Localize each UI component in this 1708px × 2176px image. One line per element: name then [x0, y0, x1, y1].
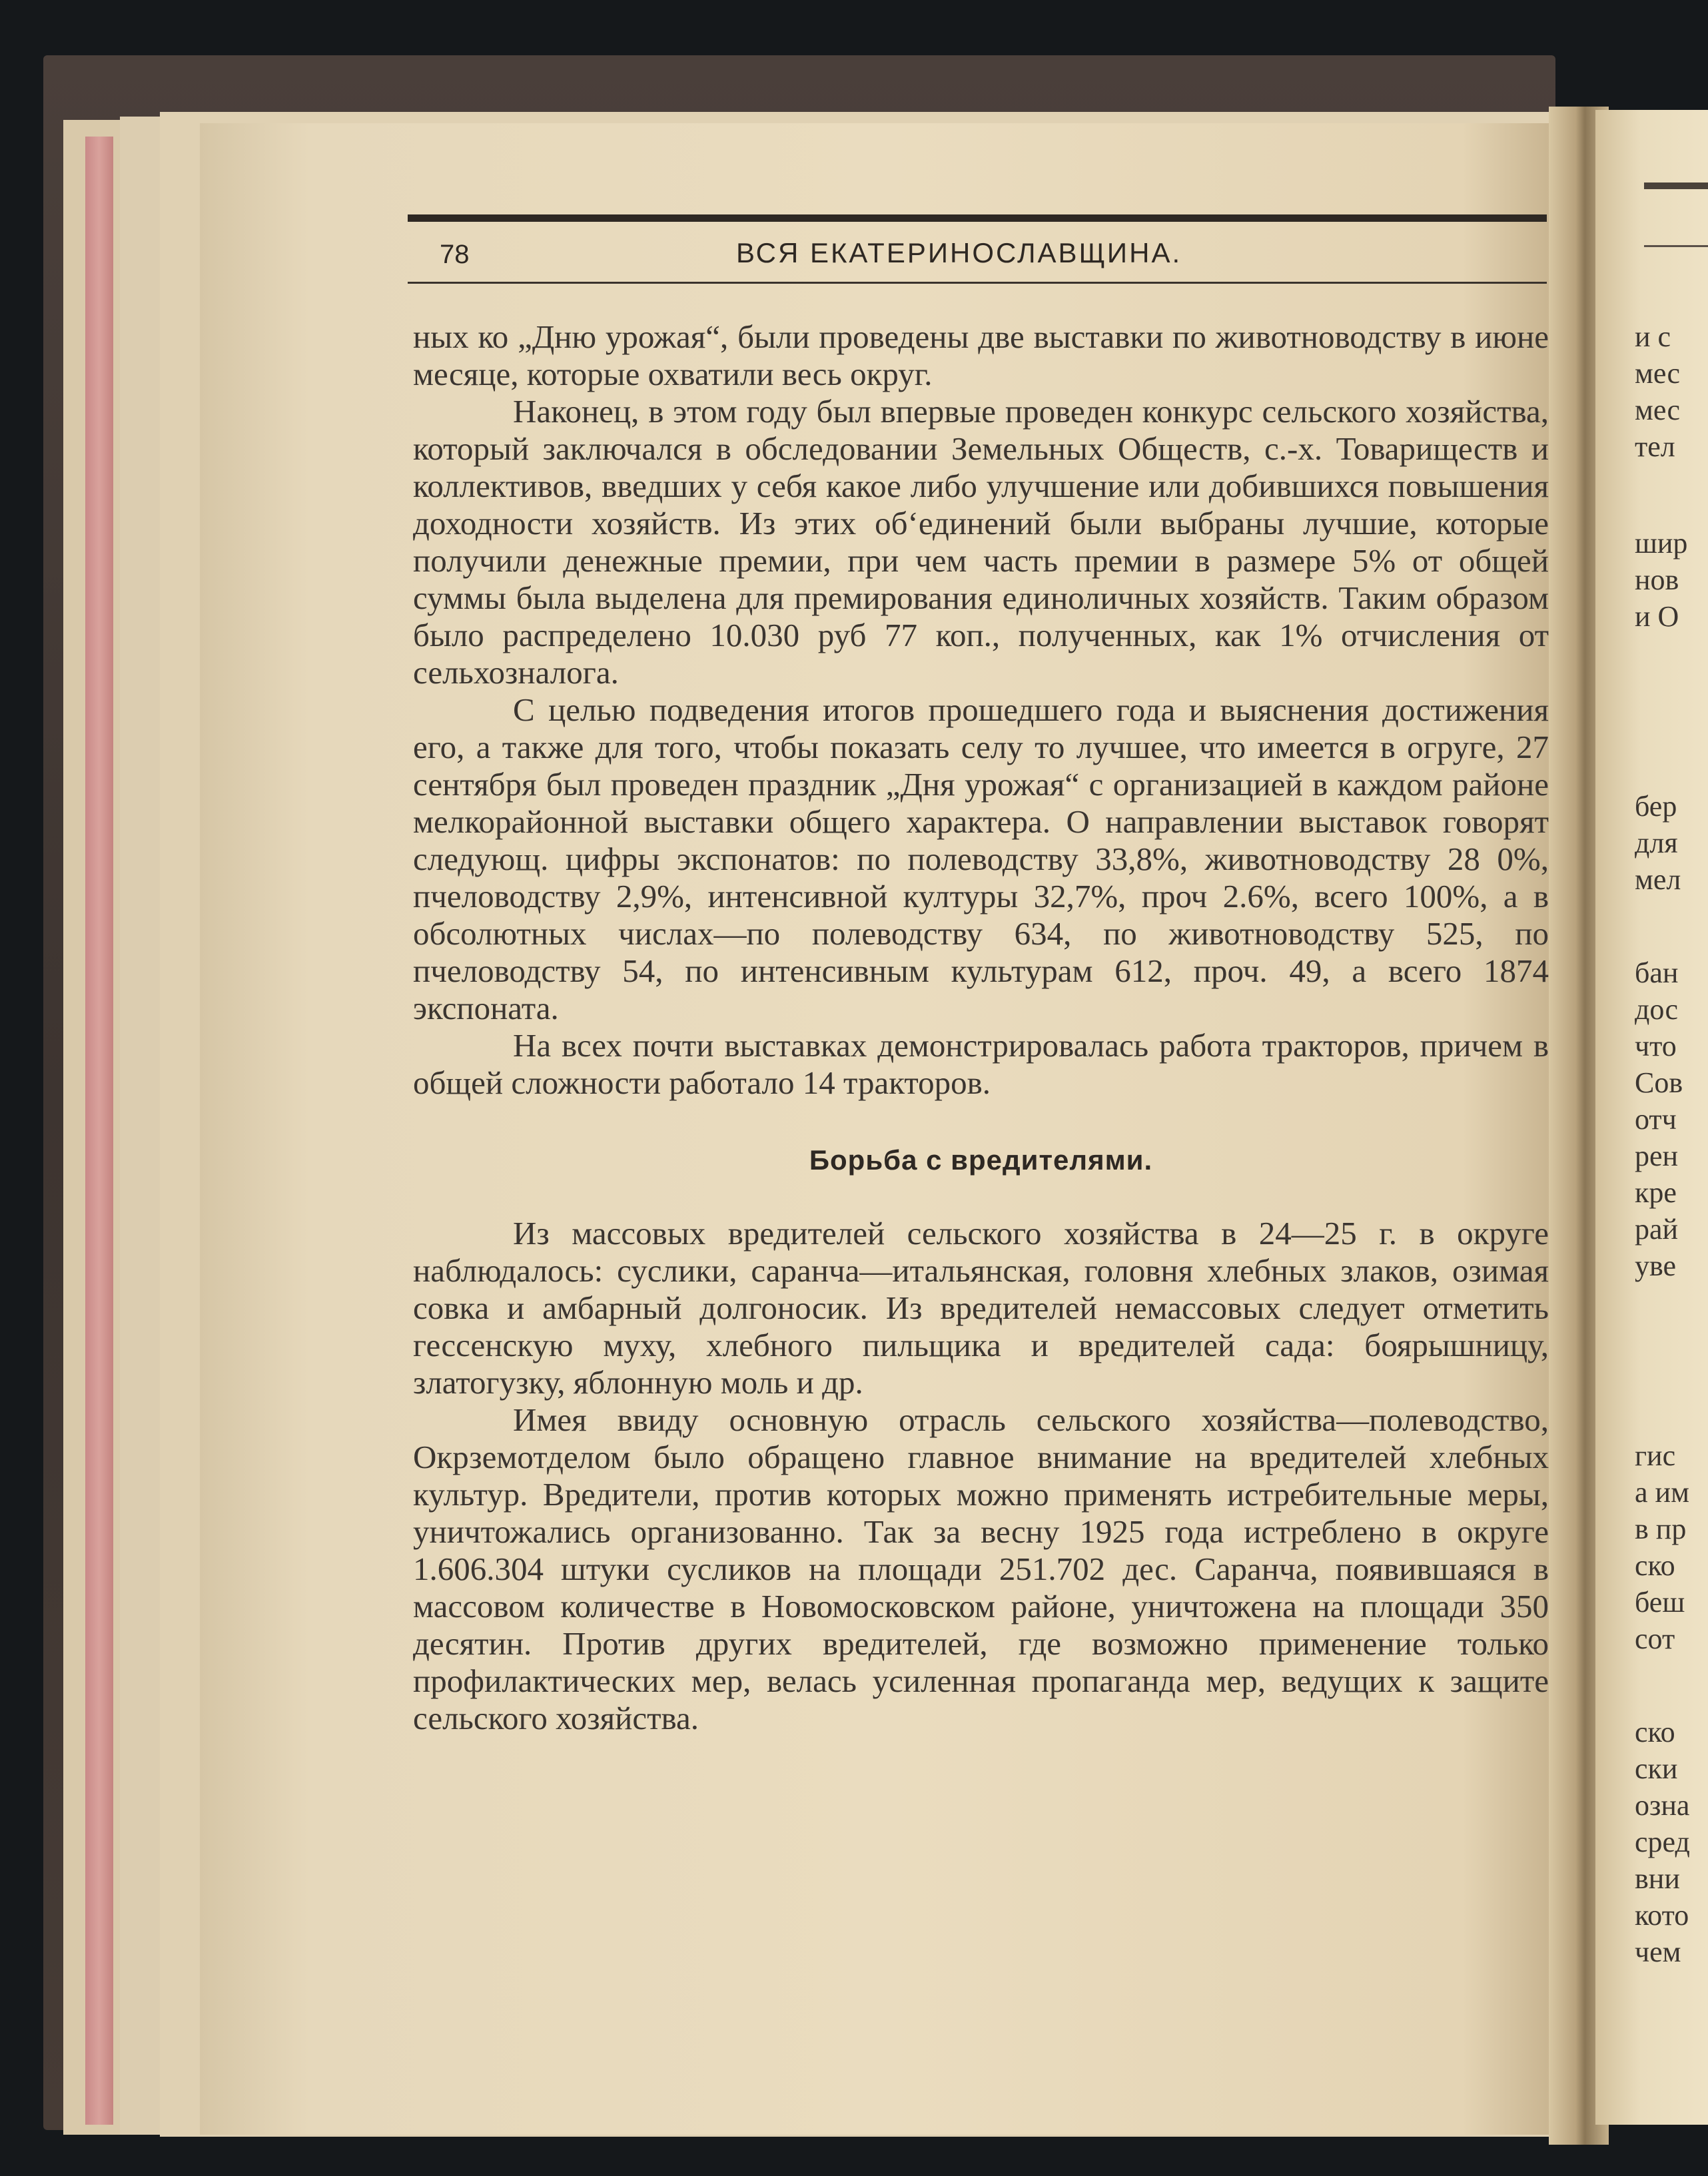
- facing-page-fragment: уве: [1635, 1250, 1677, 1282]
- facing-page-fragment: рен: [1635, 1140, 1679, 1172]
- paragraph: Из массовых вредителей сельского хозяйства в 24—25 г. в округе наблюдалось: суслики, саранча—итальянская, головня хлебных злаков, озимая совка и амбарный долгоносик. Из вредителей немассовых следует отметить гессенскую муху, хлебного пильщика и вредителей сада: боярышницу, златогузку, яблонную моль и др.: [413, 1215, 1549, 1401]
- paragraph: Имея ввиду основную отрасль сельского хозяйства—полеводство, Окрземотделом было обращено главное внимание на вредителей хлебных культур. Вредители, против которых можно применять истребительные меры, уничтожались организованно. Так за весну 1925 года истреблено в округе 1.606.304 штуки сусликов на площади 251.702 дес. Саранча, появившаяся в массовом количестве в Новомосковском районе, уничтожена на площади 350 десятин. Против других вредителей, где возможно применение только профилактических мер, велась усиленная пропаганда мер, ведущих к защите сельского хозяйства.: [413, 1401, 1549, 1736]
- facing-page-fragment: рай: [1635, 1213, 1679, 1246]
- facing-page-fragment: гис: [1635, 1439, 1676, 1472]
- facing-page-fragment: дос: [1635, 993, 1679, 1026]
- facing-page-fragment: мес: [1635, 394, 1680, 426]
- facing-page-fragment: чем: [1635, 1936, 1681, 1968]
- paragraph: Наконец, в этом году был впервые проведен конкурс сельского хозяйства, который заключался в обследовании Земельных Обществ, с.-х. Товариществ и коллективов, введших у себя какое либо улучшение или добившихся повышения доходности хозяйств. Из этих об‘единений были выбраны лучшие, которые получили денежные премии, при чем часть премии в размере 5% от общей суммы была выделена для премирования единоличных хозяйств. Таким образом было распределено 10.030 руб 77 коп., полученных, как 1% отчисления от сельхозналога.: [413, 393, 1549, 691]
- facing-page-fragment: и О: [1635, 600, 1679, 633]
- facing-header-rule-thin: [1644, 245, 1708, 247]
- facing-page-fragment: мес: [1635, 357, 1680, 390]
- facing-page-fragment: тел: [1635, 430, 1675, 463]
- facing-header-rule: [1644, 182, 1708, 189]
- facing-page-fragment: беш: [1635, 1586, 1685, 1619]
- section-heading: Борьба с вредителями.: [809, 1144, 1153, 1176]
- facing-page-fragment: Сов: [1635, 1066, 1683, 1099]
- facing-page-fragment: бер: [1635, 790, 1677, 823]
- paragraph: С целью подведения итогов прошедшего года и выяснения достижения его, а также для того, чтобы показать селу то лучшее, что имеется в огруге, 27 сентября был проведен праздник „Дня урожая“ с организацией в каждом районе мелкорайонной выставки общего характера. О направлении выставок говорят следующ. цифры экспонатов: по полеводству 33,8%, животноводству 28 0%, пчеловодству 2,9%, интенсивной културы 32,7%, проч 2.6%, всего 100%, а в обсолютных числах—по полеводству 634, по животноводству 525, по пчеловодству 54, по интенсивным культурам 612, проч. 49, а всего 1874 экспоната.: [413, 691, 1549, 1026]
- facing-page-fragment: мел: [1635, 863, 1681, 896]
- page-body: [413, 318, 1549, 1737]
- facing-page-fragment: в пр: [1635, 1513, 1687, 1545]
- facing-page-fragment: сот: [1635, 1623, 1675, 1655]
- facing-page-fragment: для: [1635, 827, 1678, 859]
- page-number: 78: [440, 240, 470, 269]
- facing-page-fragment: бан: [1635, 956, 1679, 989]
- facing-page-fragment: ско: [1635, 1716, 1675, 1748]
- paragraph: ных ко „Дню урожая“, были проведены две выставки по животноводству в июне месяце, которые охватили весь округ.: [413, 318, 1549, 392]
- red-page-edge: [85, 137, 113, 2125]
- paragraph: На всех почти выставках демонстрировалась работа тракторов, причем в общей сложности работало 14 тракторов.: [413, 1027, 1549, 1101]
- facing-page-fragment: а им: [1635, 1476, 1689, 1509]
- header-rule-thin: [408, 282, 1547, 284]
- facing-page-fragment: и с: [1635, 320, 1671, 353]
- facing-page-fragment: ски: [1635, 1752, 1678, 1785]
- facing-page-fragment: кото: [1635, 1899, 1689, 1932]
- facing-page-fragment: отч: [1635, 1103, 1677, 1136]
- facing-page-fragment: ско: [1635, 1549, 1675, 1582]
- facing-page-fragment: кре: [1635, 1176, 1677, 1209]
- facing-page-fragment: вни: [1635, 1862, 1680, 1895]
- facing-page-fragment: нов: [1635, 563, 1679, 596]
- facing-page-fragment: что: [1635, 1030, 1677, 1062]
- facing-page-fragment: шир: [1635, 527, 1688, 559]
- facing-page-fragment: озна: [1635, 1789, 1690, 1822]
- facing-page-fragment: сред: [1635, 1826, 1690, 1858]
- running-title: ВСЯ ЕКАТЕРИНОСЛАВЩИНА.: [736, 237, 1182, 268]
- header-rule-thick: [408, 214, 1547, 222]
